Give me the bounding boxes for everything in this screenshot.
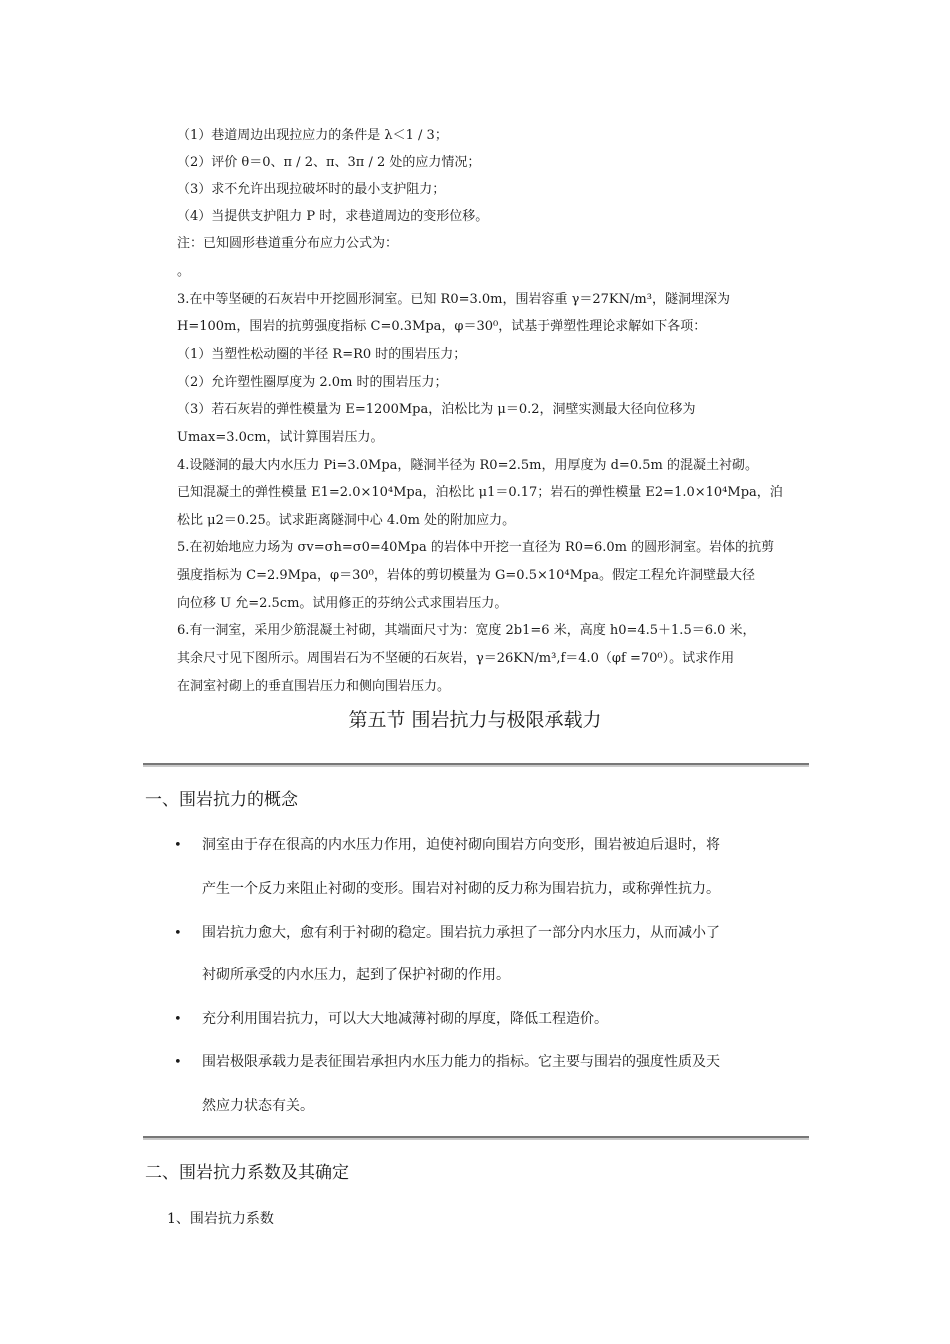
divider (143, 763, 809, 767)
section-title: 第五节 围岩抗力与极限承载力 (348, 709, 602, 731)
question-line: 3.在中等坚硬的石灰岩中开挖圆形洞室。已知 R0=3.0m，围岩容重 γ＝27KN/m³，隧洞埋深为 (177, 292, 730, 307)
part1-title: 一、围岩抗力的概念 (145, 790, 298, 810)
paragraph-line: 围岩抗力愈大，愈有利于衬砌的稳定。围岩抗力承担了一部分内水压力，从而减小了 (202, 925, 720, 941)
question-line: 4.设隧洞的最大内水压力 Pi=3.0Mpa，隧洞半径为 R0=2.5m，用厚度为 d=0.5m 的混凝土衬砌。 (177, 458, 758, 473)
note-line: 。 (177, 264, 191, 279)
question-line: （1）当塑性松动圈的半径 R=R0 时的围岩压力； (177, 347, 467, 362)
paragraph-line: 围岩极限承载力是表征围岩承担内水压力能力的指标。它主要与围岩的强度性质及天 (202, 1054, 720, 1070)
question-line: （4）当提供支护阻力 P 时，求巷道周边的变形位移。 (177, 209, 489, 224)
note-line: 注：已知圆形巷道重分布应力公式为： (177, 236, 399, 251)
question-line: （1）巷道周边出现拉应力的条件是 λ＜1 / 3； (177, 128, 448, 143)
paragraph-line: 充分利用围岩抗力，可以大大地减薄衬砌的厚度，降低工程造价。 (202, 1011, 608, 1027)
question-line: 已知混凝土的弹性模量 E1=2.0×10⁴Mpa，泊松比 μ1＝0.17；岩石的弹性模量 E2=1.0×10⁴Mpa，泊 (177, 485, 783, 500)
question-line: 5.在初始地应力场为 σv=σh=σ0=40Mpa 的岩体中开挖一直径为 R0=6.0m 的圆形洞室。岩体的抗剪 (177, 540, 775, 555)
question-line: 其余尺寸见下图所示。周围岩石为不坚硬的石灰岩，γ＝26KN/m³,f＝4.0（φf =70⁰）。试求作用 (177, 651, 735, 666)
question-line: H=100m，围岩的抗剪强度指标 C=0.3Mpa，φ＝30⁰，试基于弹塑性理论求解如下各项： (177, 319, 707, 334)
question-line: 松比 μ2＝0.25。试求距离隧洞中心 4.0m 处的附加应力。 (177, 513, 516, 528)
question-line: Umax=3.0cm，试计算围岩压力。 (177, 430, 384, 445)
divider (143, 1136, 809, 1140)
question-line: 6.有一洞室，采用少筋混凝土衬砌，其端面尺寸为：宽度 2b1=6 米，高度 h0=4.5＋1.5＝6.0 米， (177, 623, 756, 638)
part2-title: 二、围岩抗力系数及其确定 (145, 1163, 349, 1183)
paragraph-line: 然应力状态有关。 (202, 1098, 314, 1114)
paragraph-line: 衬砌所承受的内水压力，起到了保护衬砌的作用。 (202, 967, 510, 983)
part2-subtitle: 1、围岩抗力系数 (167, 1211, 274, 1227)
bullet-icon: • (174, 838, 182, 853)
bullet-icon: • (174, 926, 182, 941)
question-line: 向位移 U 允=2.5cm。试用修正的芬纳公式求围岩压力。 (177, 596, 508, 611)
question-line: （3）求不允许出现拉破坏时的最小支护阻力； (177, 182, 446, 197)
question-line: （2）评价 θ＝0、π / 2、π、3π / 2 处的应力情况； (177, 155, 481, 170)
bullet-icon: • (174, 1012, 182, 1027)
paragraph-line: 洞室由于存在很高的内水压力作用，迫使衬砌向围岩方向变形，围岩被迫后退时，将 (202, 837, 720, 853)
question-line: （3）若石灰岩的弹性模量为 E=1200Mpa，泊松比为 μ＝0.2，洞壁实测最大径向位移为 (177, 402, 696, 417)
question-line: 强度指标为 C=2.9Mpa，φ＝30⁰，岩体的剪切模量为 G=0.5×10⁴Mpa。假定工程允许洞壁最大径 (177, 568, 755, 583)
question-line: 在洞室衬砌上的垂直围岩压力和侧向围岩压力。 (177, 679, 451, 694)
paragraph-line: 产生一个反力来阻止衬砌的变形。围岩对衬砌的反力称为围岩抗力，或称弹性抗力。 (202, 881, 720, 897)
bullet-icon: • (174, 1055, 182, 1070)
question-line: （2）允许塑性圈厚度为 2.0m 时的围岩压力； (177, 375, 448, 390)
